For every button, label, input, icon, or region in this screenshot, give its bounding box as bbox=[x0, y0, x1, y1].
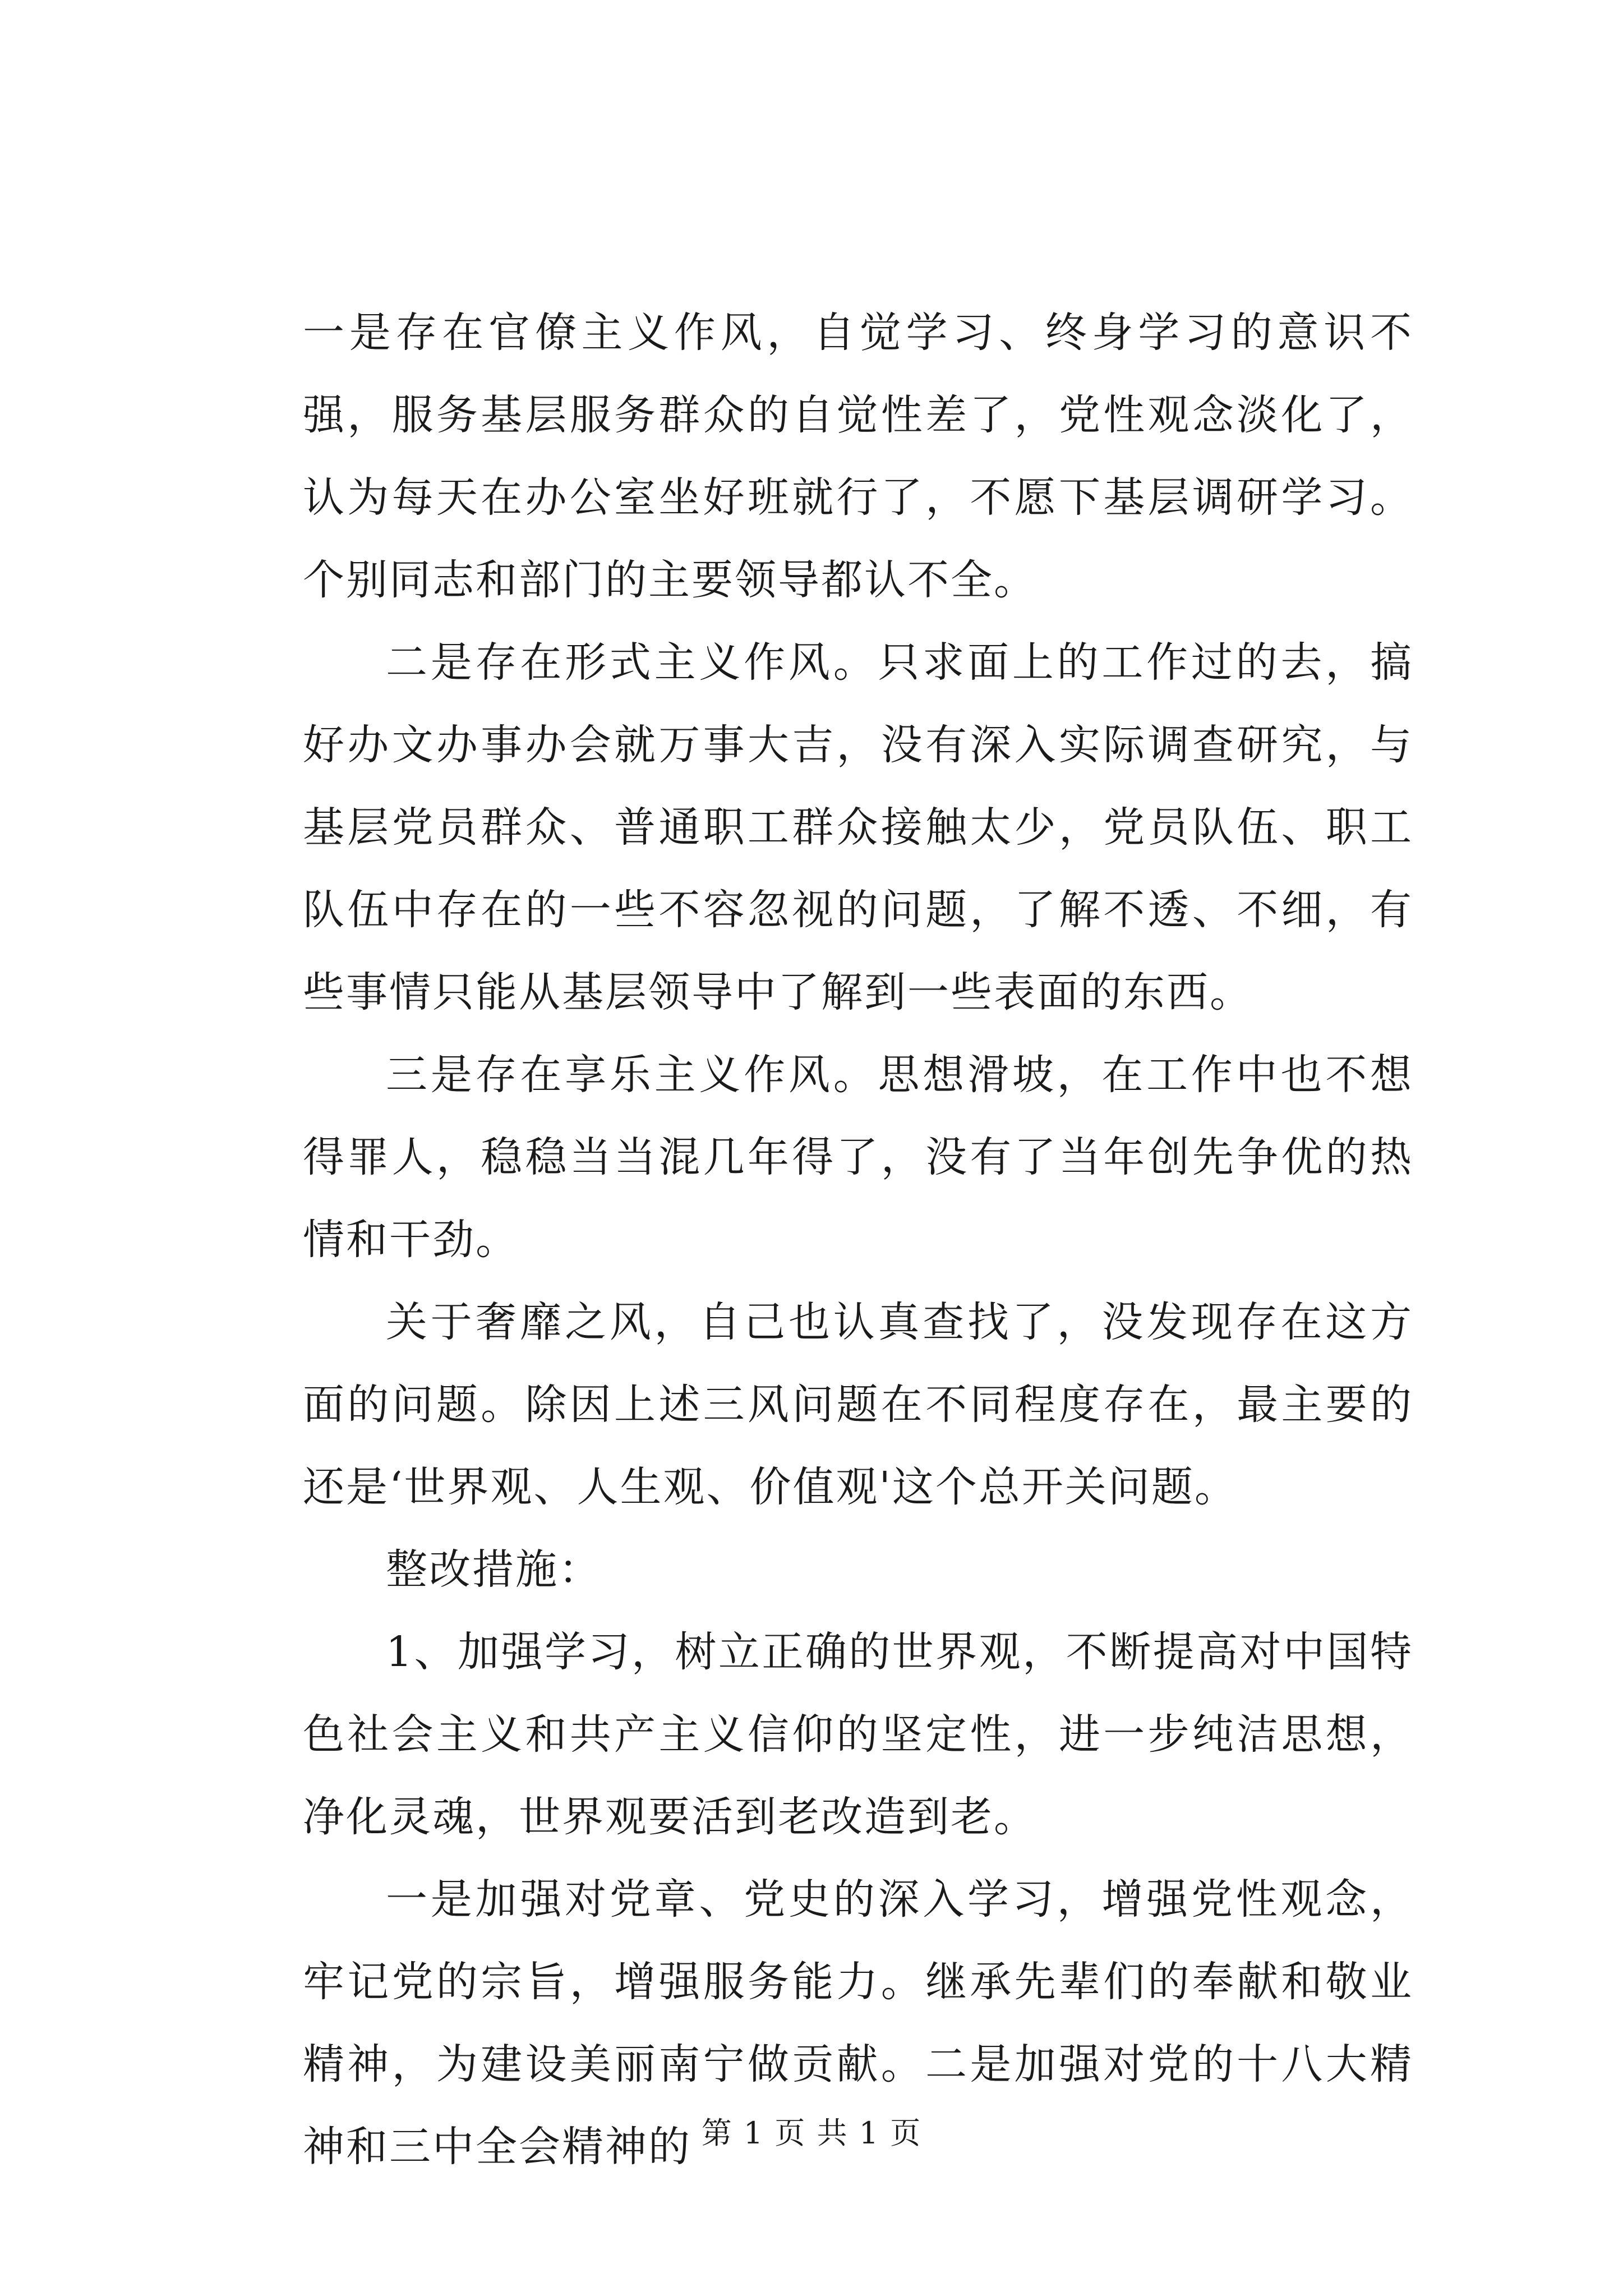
section-heading-rectification: 整改措施： bbox=[386, 1545, 602, 1594]
paragraph-6: 1、加强学习，树立正确的世界观，不断提高对中国特色社会主义和共产主义信仰的坚定性，进一步纯洁思想，净化灵魂，世界观要活到老改造到老。 bbox=[303, 1628, 1413, 1841]
page-footer: 第 1 页 共 1 页 bbox=[701, 2115, 922, 2151]
paragraph-4: 关于奢靡之风，自己也认真查找了，没发现存在这方面的问题。除因上述三风问题在不同程度存在，最主要的还是‘世界观、人生观、价值观'这个总开关问题。 bbox=[303, 1298, 1413, 1511]
document-body bbox=[303, 292, 1413, 2188]
paragraph-2: 二是存在形式主义作风。只求面上的工作过的去，搞好办文办事办会就万事大吉，没有深入实际调查研究，与基层党员群众、普通职工群众接触太少，党员队伍、职工队伍中存在的一些不容忽视的问题，了解不透、不细，有些事情只能从基层领导中了解到一些表面的东西。 bbox=[303, 638, 1413, 1016]
paragraph-1: 一是存在官僚主义作风，自觉学习、终身学习的意识不强，服务基层服务群众的自觉性差了，党性观念淡化了，认为每天在办公室坐好班就行了，不愿下基层调研学习。个别同志和部门的主要领导都认不全。 bbox=[303, 309, 1413, 604]
paragraph-3: 三是存在享乐主义作风。思想滑坡，在工作中也不想得罪人，稳稳当当混几年得了，没有了当年创先争优的热情和干劲。 bbox=[303, 1051, 1413, 1264]
paragraph-7: 一是加强对党章、党史的深入学习，增强党性观念，牢记党的宗旨，增强服务能力。继承先辈们的奉献和敬业精神，为建设美丽南宁做贡献。二是加强对党的十八大精神和三中全会精神的 bbox=[303, 1875, 1413, 2171]
